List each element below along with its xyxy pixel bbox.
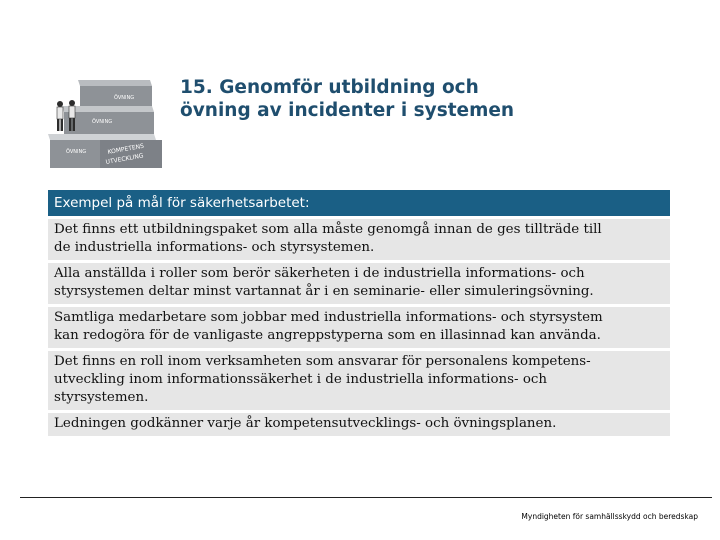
person-figure-left bbox=[57, 101, 63, 131]
goal-row bbox=[48, 307, 670, 348]
goal-row bbox=[48, 413, 670, 436]
goal-row-line: Det finns en roll inom verksamheten som ansvarar för personalens kompetens- bbox=[54, 354, 591, 369]
title-line-1: 15. Genomför utbildning och bbox=[180, 77, 479, 98]
title-line-2: övning av incidenter i systemen bbox=[180, 100, 515, 121]
goal-row-line: utveckling inom informationssäkerhet i de industriella informations- och bbox=[54, 372, 548, 387]
goal-row bbox=[48, 351, 670, 410]
goal-row-line: styrsystemen. bbox=[54, 390, 149, 405]
step-label-low: ÖVNING bbox=[66, 149, 87, 155]
side-label-line1: KOMPETENS bbox=[107, 142, 145, 156]
goal-row-line: Det finns ett utbildningspaket som alla måste genomgå innan de ges tillträde till bbox=[54, 222, 602, 237]
goal-row-line: Samtliga medarbetare som jobbar med industriella informations- och styrsystem bbox=[54, 310, 603, 325]
goals-table bbox=[48, 190, 670, 436]
footer-divider bbox=[20, 497, 712, 498]
step-label-middle: ÖVNING bbox=[92, 119, 113, 125]
goals-table-header: Exempel på mål för säkerhetsarbetet: bbox=[48, 190, 670, 216]
step-label-top: ÖVNING bbox=[114, 95, 135, 101]
goal-row-line: Alla anställda i roller som berör säkerheten i de industriella informations- och bbox=[54, 266, 585, 281]
footer-organization: Myndigheten för samhällsskydd och beredskap bbox=[521, 512, 698, 521]
goal-row-line: kan redogöra för de vanligaste angreppstyperna som en illasinnad kan använda. bbox=[54, 328, 601, 343]
goal-row-line: styrsystemen deltar minst vartannat år i en seminarie- eller simuleringsövning. bbox=[54, 284, 594, 299]
goal-row-line: de industriella informations- och styrsystemen. bbox=[54, 240, 375, 255]
training-staircase-illustration bbox=[38, 74, 166, 174]
page-title bbox=[180, 76, 640, 122]
goal-row bbox=[48, 263, 670, 304]
goal-row bbox=[48, 219, 670, 260]
side-label-line2: UTVECKLING bbox=[105, 152, 145, 166]
goal-row-line: Ledningen godkänner varje år kompetensutvecklings- och övningsplanen. bbox=[54, 416, 557, 431]
